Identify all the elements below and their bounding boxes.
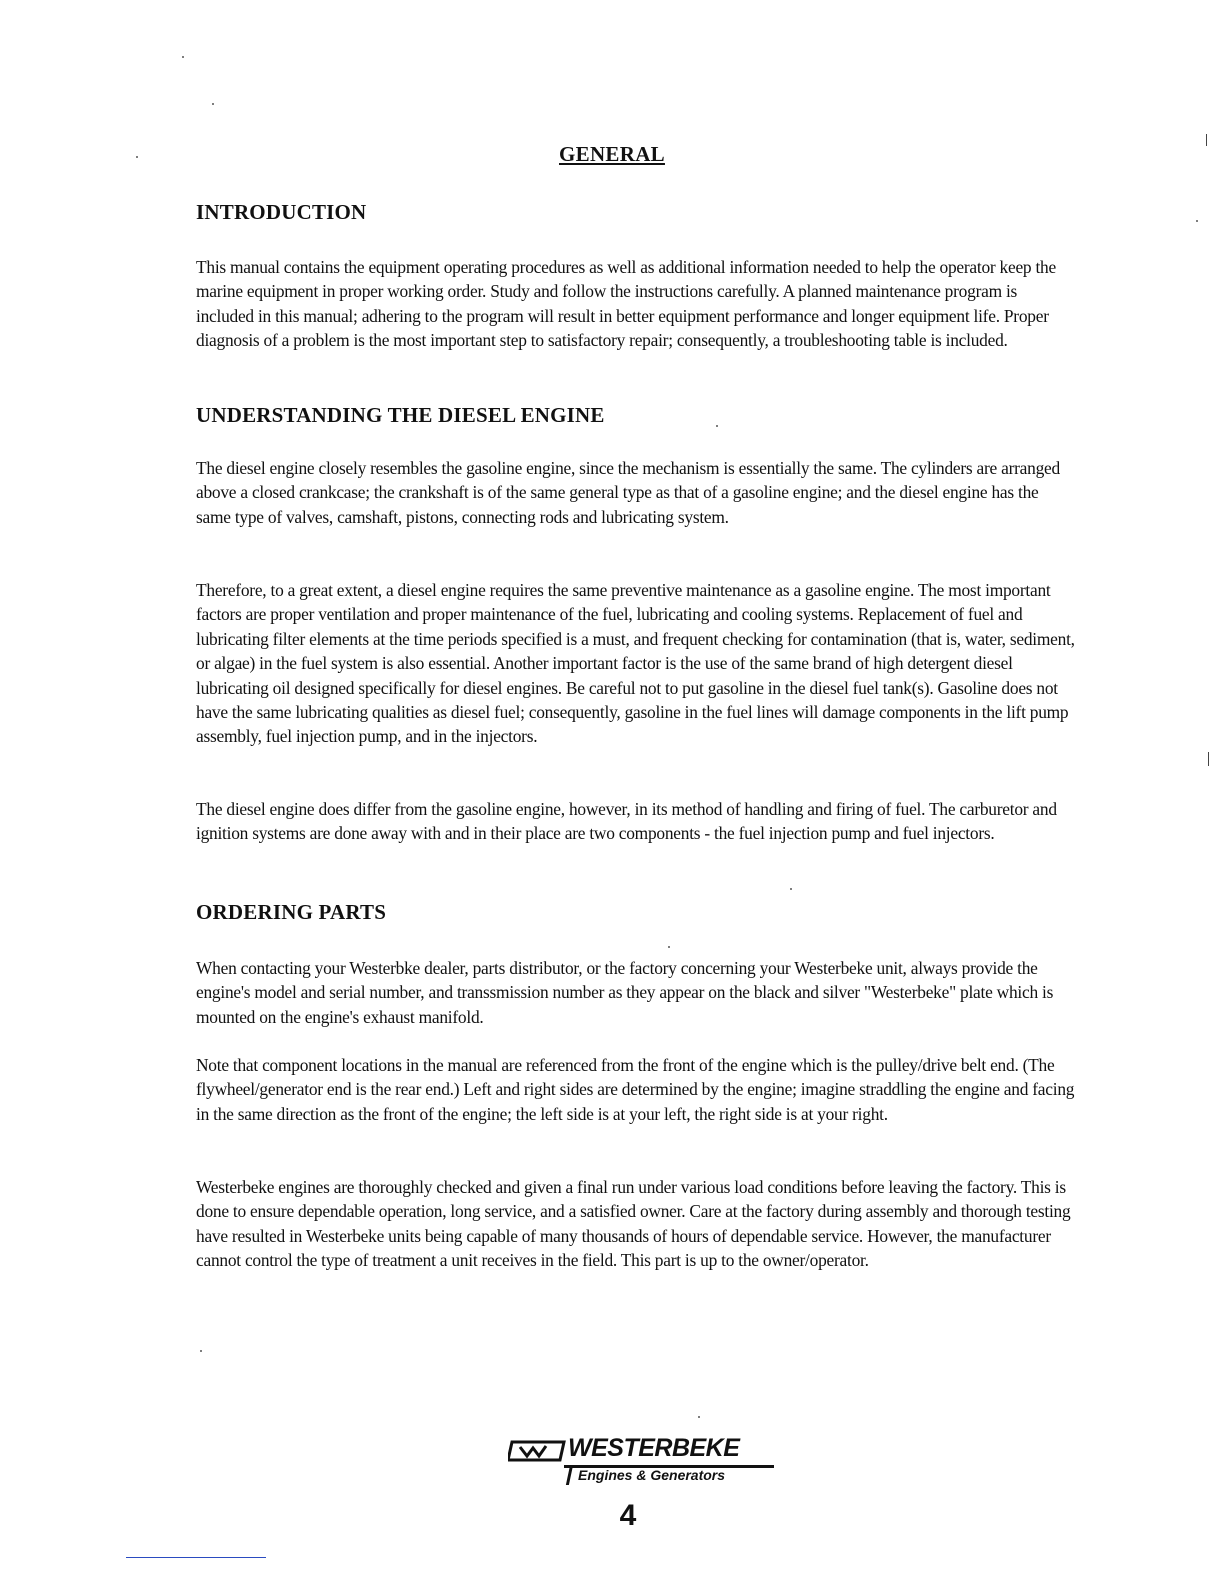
page-title: GENERAL: [559, 142, 665, 166]
scan-speck: [182, 56, 184, 58]
paragraph-introduction: This manual contains the equipment operating procedures as well as additional information needed to help the operator keep the marine equipment in proper working order. Study and follow the instructions carefully. A planned maintenance program is included in this manual; adhering to the program will result in better equipment performance and longer equipment life. Proper diagnosis of a problem is the most important step to satisfactory repair; consequently, a troubleshooting table is included.: [196, 257, 1056, 351]
scan-speck: [212, 103, 214, 105]
scan-speck: [698, 1416, 700, 1418]
heading-introduction: INTRODUCTION: [196, 200, 367, 224]
brand-tagline: Engines & Generators: [578, 1467, 726, 1483]
scan-speck: [136, 156, 138, 158]
scan-speck: [716, 425, 718, 427]
footnote-rule: [126, 1557, 266, 1558]
heading-ordering-parts: ORDERING PARTS: [196, 900, 387, 924]
paragraph-component-locations: Note that component locations in the manual are referenced from the front of the engine which is the pulley/drive belt end. (The flywheel/generator end is the rear end.) Left and right sides are determined by the engine; imagine straddling the engine and facing in the same direction as the front of the engine; the left side is at your left, the right side is at your right.: [196, 1055, 1075, 1124]
paragraph-preventive-maintenance: Therefore, to a great extent, a diesel engine requires the same preventive maintenance as a gasoline engine. The most important factors are proper ventilation and proper maintenance of the fuel, lubricating and cooling systems. Replacement of fuel and lubricating filter elements at the time periods specified is a must, and frequent checking for contamination (that is, water, sediment, or algae) in the fuel system is also essential. Another important factor is the use of the same brand of high detergent diesel lubricating oil designed specifically for diesel engines. Be careful not to put gasoline in the diesel fuel tank(s). Gasoline does not have the same lubricating qualities as diesel fuel; consequently, gasoline in the fuel lines will damage components in the lift pump assembly, fuel injection pump, and in the injectors.: [196, 580, 1075, 747]
paragraph-contacting-dealer: When contacting your Westerbke dealer, parts distributor, or the factory concerning your Westerbeke unit, always provide the engine's model and serial number, and transsmission number as they appear on the black and silver "Westerbeke" plate which is mounted on the engine's exhaust manifold.: [196, 958, 1054, 1027]
westerbeke-mark-icon: [508, 1440, 566, 1462]
paragraph-factory-testing: Westerbeke engines are thoroughly checked and given a final run under various load conditions before leaving the factory. This is done to ensure dependable operation, long service, and a satisfied owner. Care at the factory during assembly and thorough testing have resulted in Westerbeke units being capable of many thousands of hours of dependable service. However, the manufacturer cannot control the type of treatment a unit receives in the field. This part is up to the owner/operator.: [196, 1177, 1071, 1271]
scan-speck: [200, 1350, 202, 1352]
scan-edge-mark: [1206, 134, 1207, 146]
page-number: 4: [619, 1499, 637, 1532]
westerbeke-logo: [508, 1420, 778, 1492]
scan-speck: [668, 946, 670, 948]
logo-stem: [566, 1465, 573, 1485]
brand-name: WESTERBEKE: [568, 1434, 740, 1462]
scan-speck: [1196, 220, 1198, 222]
paragraph-diesel-differs: The diesel engine does differ from the gasoline engine, however, in its method of handling and firing of fuel. The carburetor and ignition systems are done away with and in their place are two components - the fuel injection pump and fuel injectors.: [196, 799, 1057, 844]
scan-edge-mark: [1208, 752, 1209, 766]
heading-understanding-diesel: UNDERSTANDING THE DIESEL ENGINE: [196, 403, 605, 427]
scan-speck: [790, 888, 792, 890]
paragraph-diesel-resembles: The diesel engine closely resembles the gasoline engine, since the mechanism is essentially the same. The cylinders are arranged above a closed crankcase; the crankshaft is of the same general type as that of a gasoline engine; and the diesel engine has the same type of valves, camshaft, pistons, connecting rods and lubricating system.: [196, 458, 1060, 527]
